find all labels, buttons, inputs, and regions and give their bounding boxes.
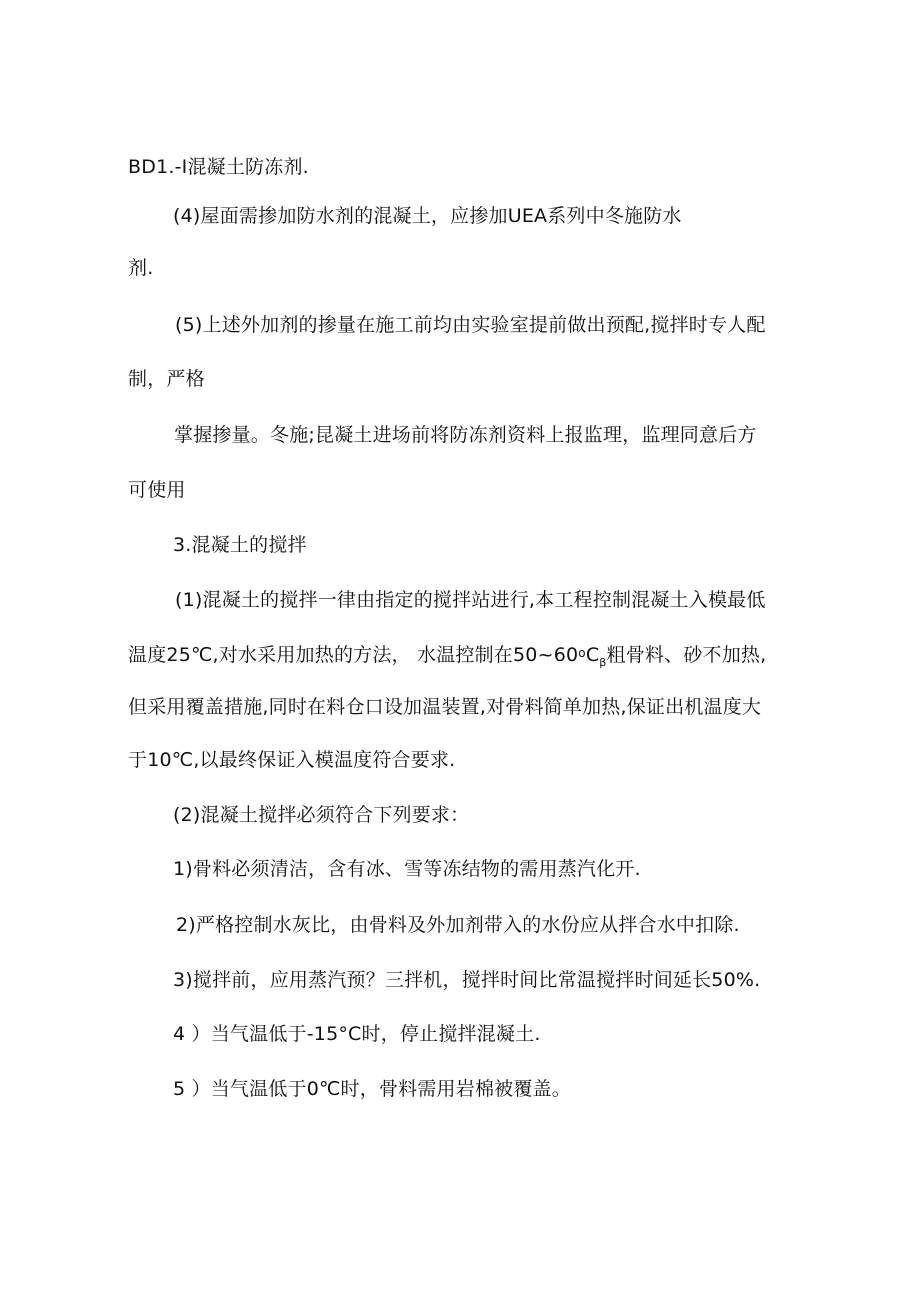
text-line-17: 4 ）当气温低于-15°C时，停止搅拌混凝土.	[173, 1023, 541, 1045]
text-line-11: 但采用覆盖措施,同时在料仓口设加温装置,对骨料简单加热,保证出机温度大	[128, 696, 762, 718]
text-line-15: 2)严格控制水灰比，由骨料及外加剂带入的水份应从拌合水中扣除.	[176, 914, 740, 936]
text-line-16: 3)搅拌前，应用蒸汽预？三拌机，搅拌时间比常温搅拌时间延长50%.	[173, 969, 761, 991]
text-line-9: (1)混凝土的搅拌一律由指定的搅拌站进行,本工程控制混凝土入模最低	[175, 589, 766, 611]
text-line-14: 1)骨料必须清洁，含有冰、雪等冻结物的需用蒸汽化开.	[173, 858, 641, 880]
text-line-3: 剂.	[128, 257, 154, 279]
text-line-10	[128, 641, 766, 675]
text-line-10-tail: 粗骨料、砂不加热,	[606, 644, 767, 666]
text-line-2: (4)屋面需掺加防水剂的混凝土，应掺加UEA系列中冬施防水	[173, 205, 682, 227]
text-line-12: 于10℃,以最终保证入模温度符合要求.	[128, 749, 456, 771]
section-heading-mixing: 3.混凝土的搅拌	[173, 534, 307, 556]
text-line-5: 制，严格	[128, 368, 205, 390]
degree-mark: o	[578, 646, 586, 660]
text-line-4: (5)上述外加剂的掺量在施工前均由实验室提前做出预配,搅拌时专人配	[175, 314, 766, 336]
text-line-7: 可使用	[128, 479, 186, 501]
celsius-letter: C	[585, 644, 600, 666]
beta-mark: β	[599, 656, 607, 669]
text-line-13: (2)混凝土搅拌必须符合下列要求：	[173, 804, 470, 826]
text-line-10-main: 温度25℃,对水采用加热的方法， 水温控制在50~60	[128, 644, 579, 666]
text-line-1: BD1.-I混凝土防冻剂.	[128, 156, 309, 178]
text-line-6: 掌握掺量。冬施;昆凝土进场前将防冻剂资料上报监理，监理同意后方	[174, 424, 757, 446]
text-line-18: 5 ）当气温低于0℃时，骨料需用岩棉被覆盖。	[173, 1078, 571, 1100]
